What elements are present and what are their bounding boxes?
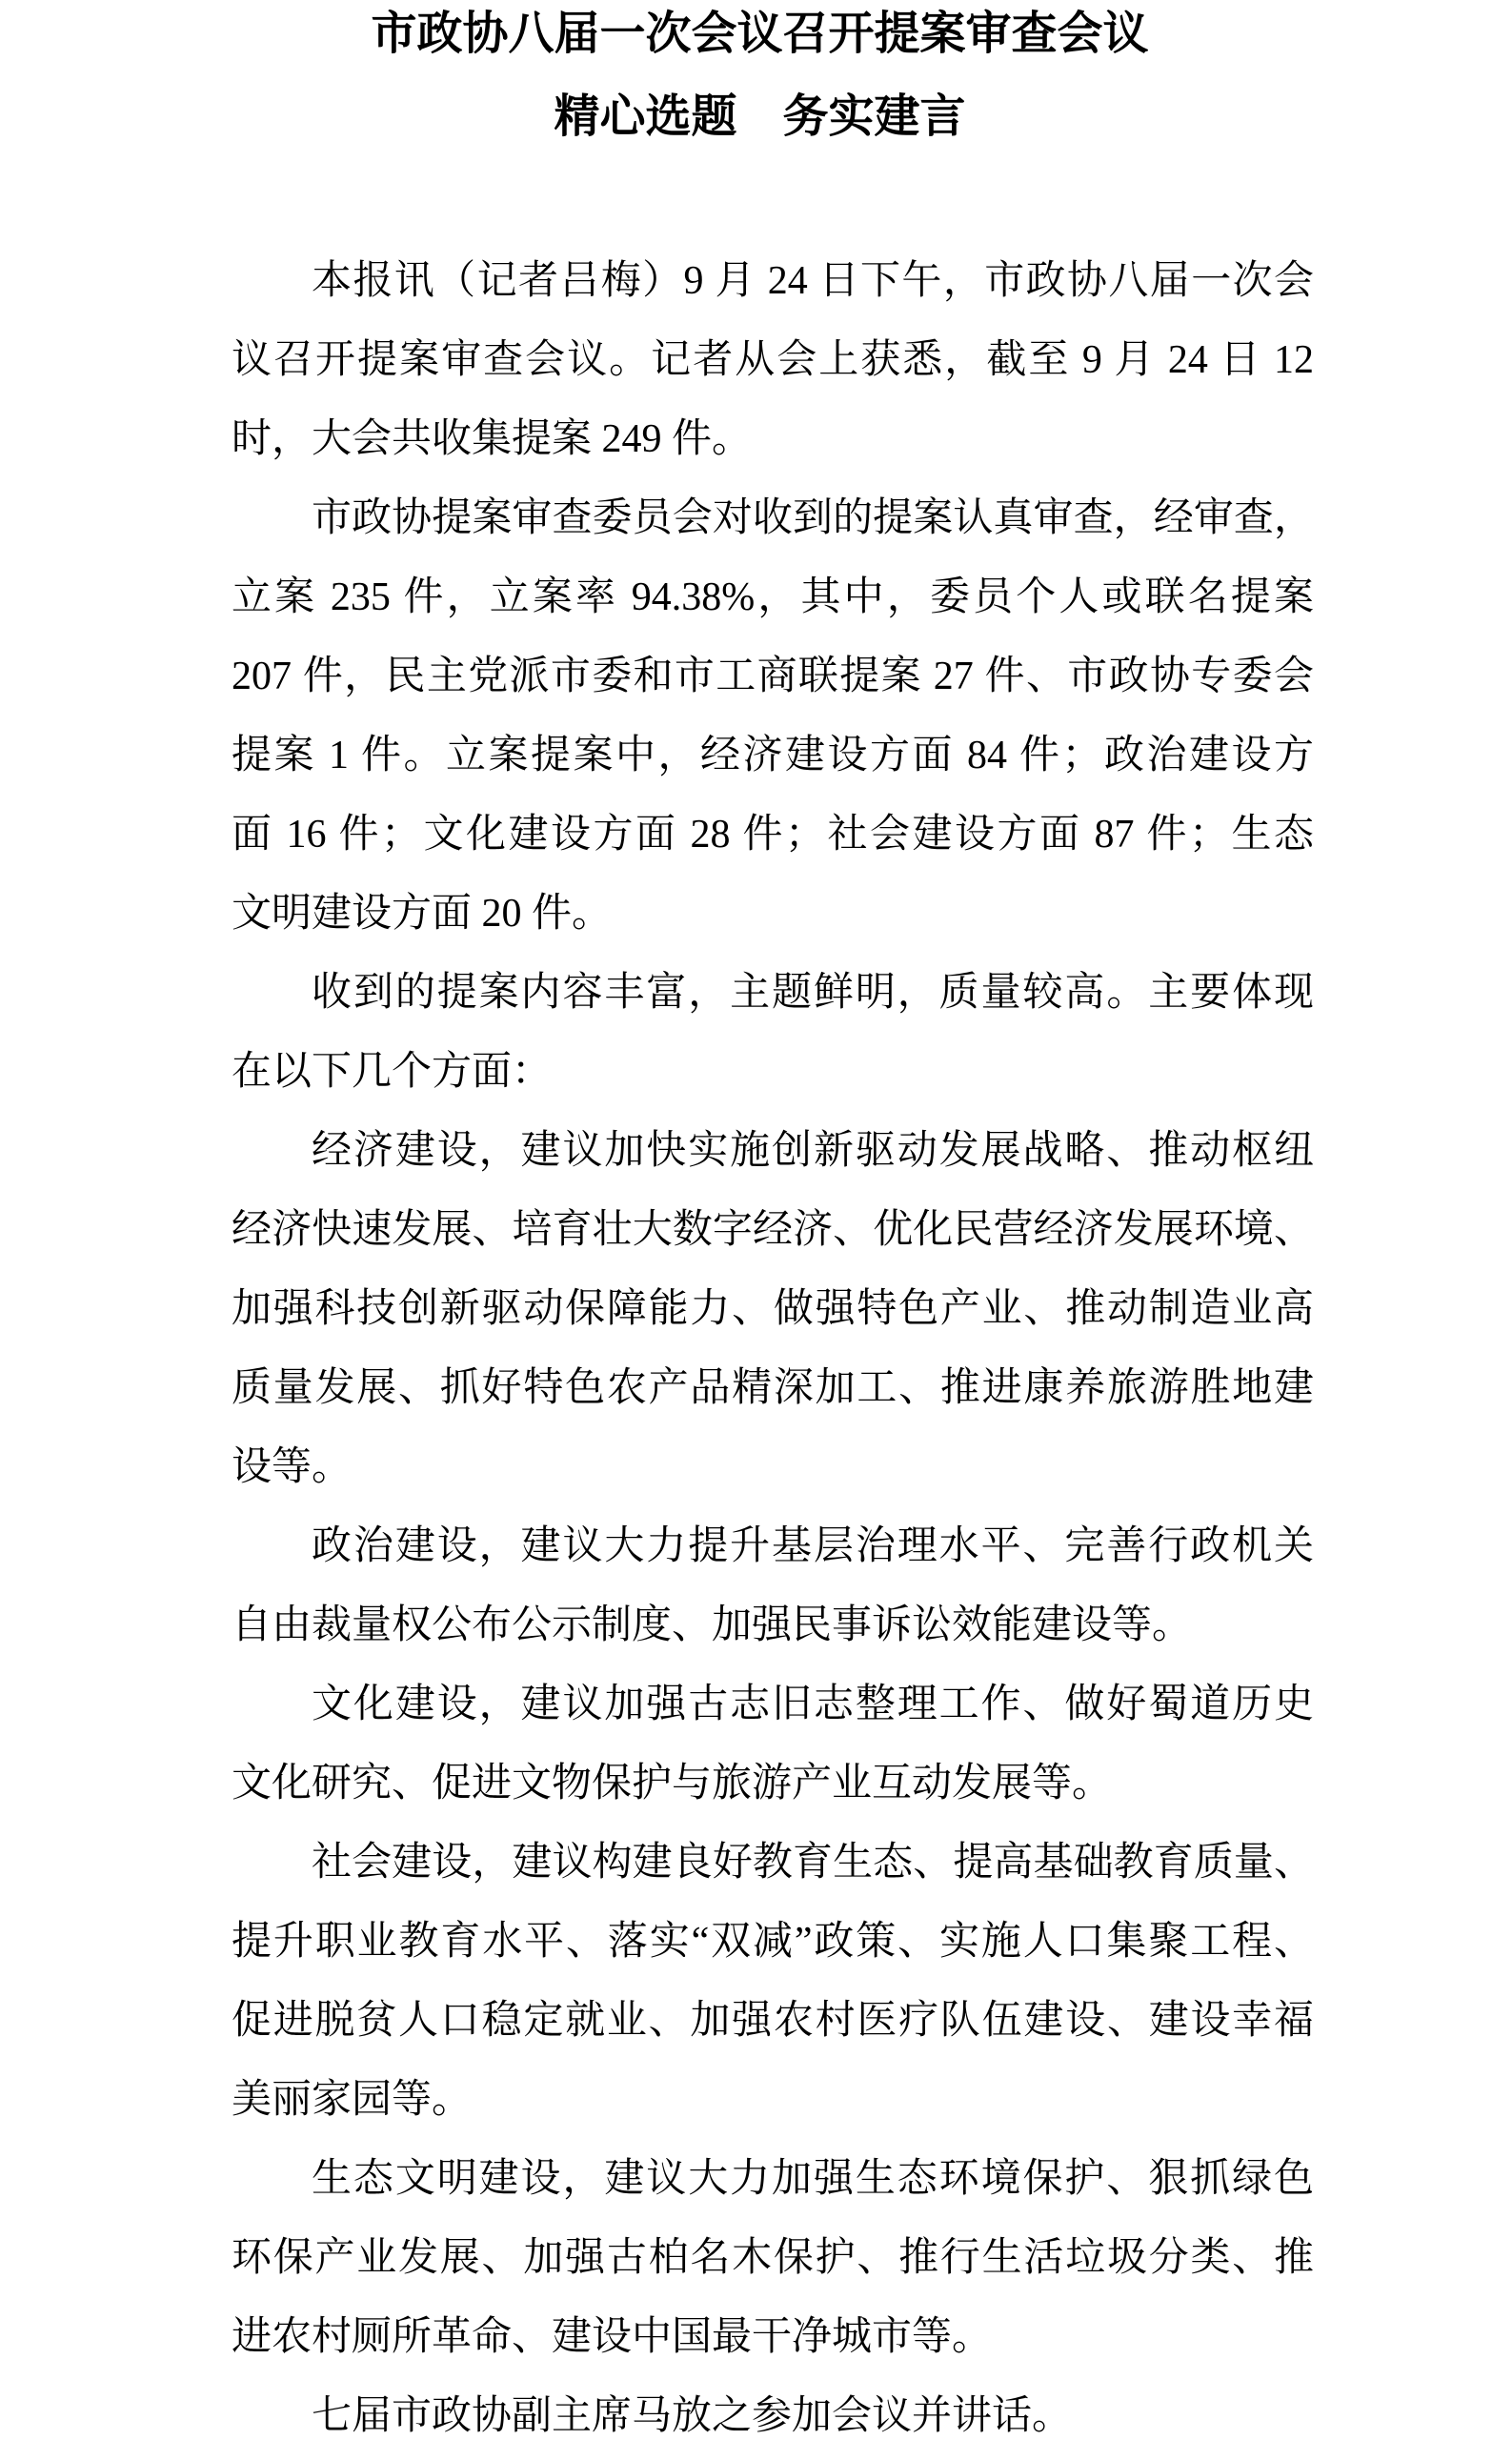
paragraph-line: 环保产业发展、加强古柏名木保护、推行生活垃圾分类、推 <box>232 2236 1314 2280</box>
paragraph-line: 经济建设，建议加快实施创新驱动发展战略、推动枢纽 <box>312 1129 1314 1173</box>
paragraph-line: 生态文明建设，建议大力加强生态环境保护、狠抓绿色 <box>312 2157 1314 2201</box>
paragraph-line: 收到的提案内容丰富，主题鲜明，质量较高。主要体现 <box>312 971 1314 1015</box>
paragraph-line: 七届市政协副主席马放之参加会议并讲话。 <box>312 2394 1073 2438</box>
paragraph-line: 本报讯（记者吕梅）9 月 24 日下午，市政协八届一次会 <box>312 259 1314 303</box>
paragraph-line: 207 件，民主党派市委和市工商联提案 27 件、市政协专委会 <box>232 655 1314 698</box>
paragraph-line: 政治建设，建议大力提升基层治理水平、完善行政机关 <box>312 1524 1314 1568</box>
paragraph-6 <box>232 1684 1314 1804</box>
paragraph-1 <box>232 261 1314 459</box>
subheadline: 精心选题 务实建言 <box>554 91 966 142</box>
paragraph-line: 自由裁量权公布公示制度、加强民事诉讼效能建设等。 <box>232 1603 1193 1647</box>
paragraph-9 <box>232 2396 1314 2436</box>
paragraph-line: 文化建设，建议加强古志旧志整理工作、做好蜀道历史 <box>312 1683 1314 1726</box>
paragraph-line: 在以下几个方面： <box>232 1050 553 1094</box>
paragraph-line: 美丽家园等。 <box>232 2078 473 2122</box>
paragraph-line: 质量发展、抓好特色农产品精深加工、推进康养旅游胜地建 <box>232 1366 1314 1410</box>
paragraph-line: 社会建设，建议构建良好教育生态、提高基础教育质量、 <box>312 1841 1314 1885</box>
paragraph-line: 加强科技创新驱动保障能力、做强特色产业、推动制造业高 <box>232 1287 1314 1331</box>
paragraph-line: 设等。 <box>232 1445 353 1489</box>
paragraph-line: 文化研究、促进文物保护与旅游产业互动发展等。 <box>232 1762 1113 1805</box>
paragraph-4 <box>232 1131 1314 1487</box>
article-body <box>232 261 1314 2436</box>
paragraph-line: 立案 235 件，立案率 94.38%，其中，委员个人或联名提案 <box>232 575 1314 619</box>
paragraph-line: 提案 1 件。立案提案中，经济建设方面 84 件；政治建设方 <box>232 734 1314 777</box>
paragraph-line: 面 16 件；文化建设方面 28 件；社会建设方面 87 件；生态 <box>232 813 1314 857</box>
headline: 市政协八届一次会议召开提案审查会议 <box>371 9 1149 59</box>
paragraph-8 <box>232 2159 1314 2357</box>
paragraph-line: 促进脱贫人口稳定就业、加强农村医疗队伍建设、建设幸福 <box>232 1999 1314 2043</box>
paragraph-line: 经济快速发展、培育壮大数字经济、优化民营经济发展环境、 <box>232 1208 1314 1252</box>
paragraph-line: 提升职业教育水平、落实“双减”政策、实施人口集聚工程、 <box>232 1920 1314 1964</box>
paragraph-line: 文明建设方面 20 件。 <box>232 892 613 936</box>
paragraph-line: 进农村厕所革命、建设中国最干净城市等。 <box>232 2315 993 2359</box>
paragraph-line: 议召开提案审查会议。记者从会上获悉，截至 9 月 24 日 12 <box>232 338 1314 382</box>
paragraph-line: 时，大会共收集提案 249 件。 <box>232 417 753 461</box>
paragraph-3 <box>232 973 1314 1092</box>
paragraph-7 <box>232 1843 1314 2120</box>
paragraph-2 <box>232 498 1314 934</box>
paragraph-line: 市政协提案审查委员会对收到的提案认真审查，经审查， <box>312 496 1314 540</box>
paragraph-5 <box>232 1526 1314 1645</box>
